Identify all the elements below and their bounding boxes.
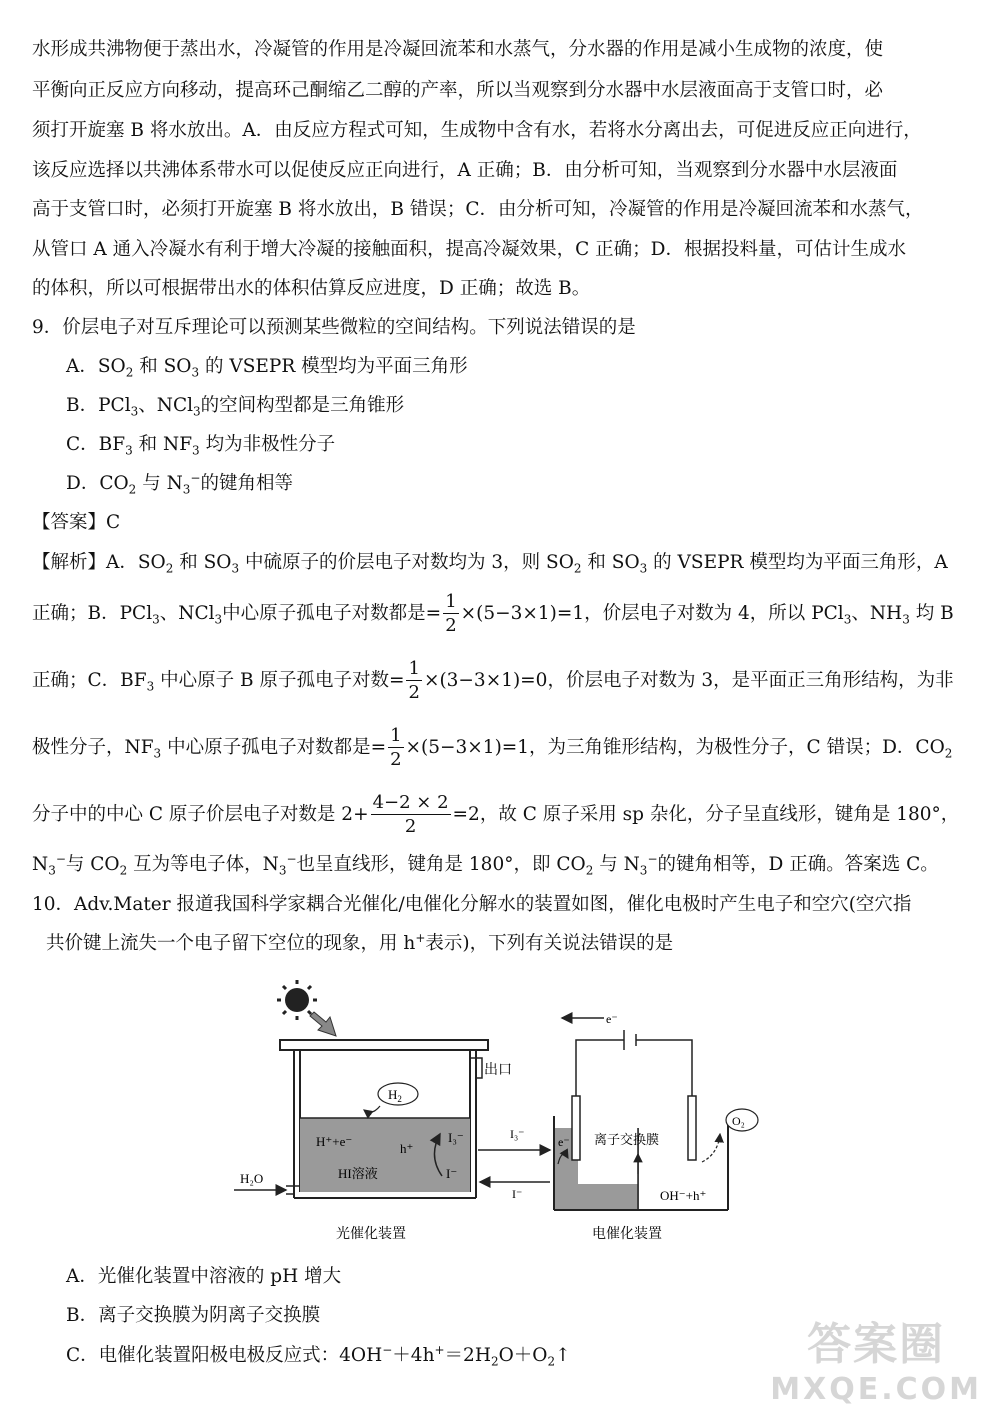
question-10-stem: 共价键上流失一个电子留下空位的现象，用 h+表示)，下列有关说法错误的是 xyxy=(46,930,674,954)
question-9-explanation: $N_3^-$与 $CO_2$ 互为等电子体，$N_3^-$也呈直线形，键角是 180°，即 $CO_2$ 与 $N_3^-$的键角相等，D 正确。答案选 C。 xyxy=(32,851,939,878)
question-9-option-b: B．PCl$_3$、NCl$_3$的空间构型都是三角锥形 xyxy=(66,395,405,419)
watermark-logo xyxy=(770,1308,982,1407)
o2-label: O₂ xyxy=(732,1114,745,1128)
hi-solution-fill xyxy=(300,1118,470,1192)
explanation-line: 须打开旋塞 B 将水放出。A．由反应方程式可知，生成物中含有水，若将水分离出去，可促进反应正向进行， xyxy=(32,120,922,141)
question-10-option-b: B．离子交换膜为阴离子交换膜 xyxy=(66,1305,321,1326)
watermark-text: 答案圈 xyxy=(807,1319,946,1370)
outlet-label: 出口 xyxy=(484,1063,512,1078)
oh-h-label: OH⁻+h⁺ xyxy=(660,1188,707,1203)
question-9-option-c: C．$BF_3$ 和 $NF_3$ 均为非极性分子 xyxy=(66,434,336,458)
explanation-line: 的体积，所以可根据带出水的体积估算反应进度，D 正确；故选 B。 xyxy=(32,278,591,299)
h2-label: $H_2$ xyxy=(388,1087,402,1104)
question-10-option-c: C．电催化装置阳极电极反应式：$4OH^-+4h^+=2H_2O+O_2↑$ xyxy=(66,1342,571,1369)
question-9-explanation: 分子中的中心 C 原子价层电子对数是 2+ $\frac{4-2 \times 2}{2}$ =2，故 C 原子采用 sp 杂化，分子呈直线形，键角是 180°， xyxy=(32,792,960,837)
fraction: $\frac{1}{2}$ xyxy=(390,725,402,770)
photo-cell-lid xyxy=(280,1040,488,1050)
question-9-explanation: 正确；C．$BF_3$ 中心原子 B 原子孤电子对数= $\frac{1}{2}$ ×(3−3×1)=0，价层电子对数为 3，是平面正三角形结构，为非 xyxy=(32,658,954,703)
i3-transfer-label: I₃⁻ xyxy=(510,1127,525,1141)
question-9-option-a: A．$SO_2$ 和 $SO_3$ 的 VSEPR 模型均为平面三角形 xyxy=(66,356,468,380)
question-9-explanation: 正确；B．PCl$_3$、NCl$_3$中心原子孤电子对数都是= $\frac{1}{2}$ ×(5−3×1)=1，价层电子对数为 4，所以 PCl$_3$、$NH_3$ 均 B xyxy=(32,591,954,636)
fraction: $\frac{1}{2}$ xyxy=(408,658,420,703)
question-9-answer: 【答案】C xyxy=(32,512,121,533)
cathode-electron-label: e⁻ xyxy=(558,1135,570,1149)
iminus-label: I⁻ xyxy=(446,1166,458,1181)
hplus-e-label: H⁺+e⁻ xyxy=(316,1134,353,1149)
external-circuit xyxy=(576,1030,692,1096)
explanation-line: 平衡向正反应方向移动，提高环己酮缩乙二醇的产率，所以当观察到分水器中水层液面高于支管口时，必 xyxy=(32,80,884,101)
membrane-label: 离子交换膜 xyxy=(594,1132,660,1147)
watermark-url: MXQE.COM xyxy=(770,1372,982,1407)
question-9-explanation: 【解析】A．$SO_2$ 和 $SO_3$ 中硫原子的价层电子对数均为 3，则 $SO_2$ 和 $SO_3$ 的 VSEPR 模型均为平面三角形，A xyxy=(32,552,948,576)
sun-icon xyxy=(277,980,317,1020)
i3-label: I₃⁻ xyxy=(448,1130,464,1145)
question-10-option-a: A．光催化装置中溶液的 pH 增大 xyxy=(66,1266,342,1287)
question-10-stem: 10．Adv.Mater 报道我国科学家耦合光催化/电催化分解水的装置如图，催化电极时产生电子和空穴(空穴指 xyxy=(32,894,912,915)
hi-solution-label: HI溶液 xyxy=(338,1166,378,1181)
hole-label: h⁺ xyxy=(400,1141,414,1156)
fraction: $\frac{1}{2}$ xyxy=(445,591,457,636)
iminus-transfer-label: I⁻ xyxy=(512,1187,523,1201)
cathode xyxy=(572,1096,580,1160)
explanation-line: 该反应选择以共沸体系带水可以促使反应正向进行，A 正确；B．由分析可知，当观察到分水器中水层液面 xyxy=(32,160,898,181)
question-9-stem: 9．价层电子对互斥理论可以预测某些微粒的空间结构。下列说法错误的是 xyxy=(32,317,636,338)
electro-device-caption: 电催化装置 xyxy=(592,1227,662,1242)
question-9-option-d: D．$CO_2$ 与 $N_3^-$的键角相等 xyxy=(66,470,293,497)
explanation-line: 水形成共沸物便于蒸出水，冷凝管的作用是冷凝回流苯和水蒸气，分水器的作用是减小生成物的浓度，使 xyxy=(32,39,884,60)
explanation-line: 高于支管口时，必须打开旋塞 B 将水放出，B 错误；C．由分析可知，冷凝管的作用是冷凝回流苯和水蒸气， xyxy=(32,199,924,220)
explanation-line: 从管口 A 通入冷凝水有利于增大冷凝的接触面积，提高冷凝效果，C 正确；D．根据投料量，可估计生成水 xyxy=(32,239,906,260)
fraction: $\frac{4-2 \times 2}{2}$ xyxy=(372,792,449,837)
light-arrow xyxy=(310,1012,336,1036)
electron-flow-label: e⁻ xyxy=(606,1012,618,1026)
question-9-explanation: 极性分子，$NF_3$ 中心原子孤电子对数都是= $\frac{1}{2}$ ×(5−3×1)=1，为三角锥形结构，为极性分子，C 错误；D．$CO_2$ xyxy=(32,725,953,770)
anode xyxy=(688,1096,696,1160)
photo-device-caption: 光催化装置 xyxy=(336,1227,406,1242)
h2o-label: H₂O xyxy=(240,1171,264,1186)
apparatus-diagram xyxy=(232,978,762,1248)
